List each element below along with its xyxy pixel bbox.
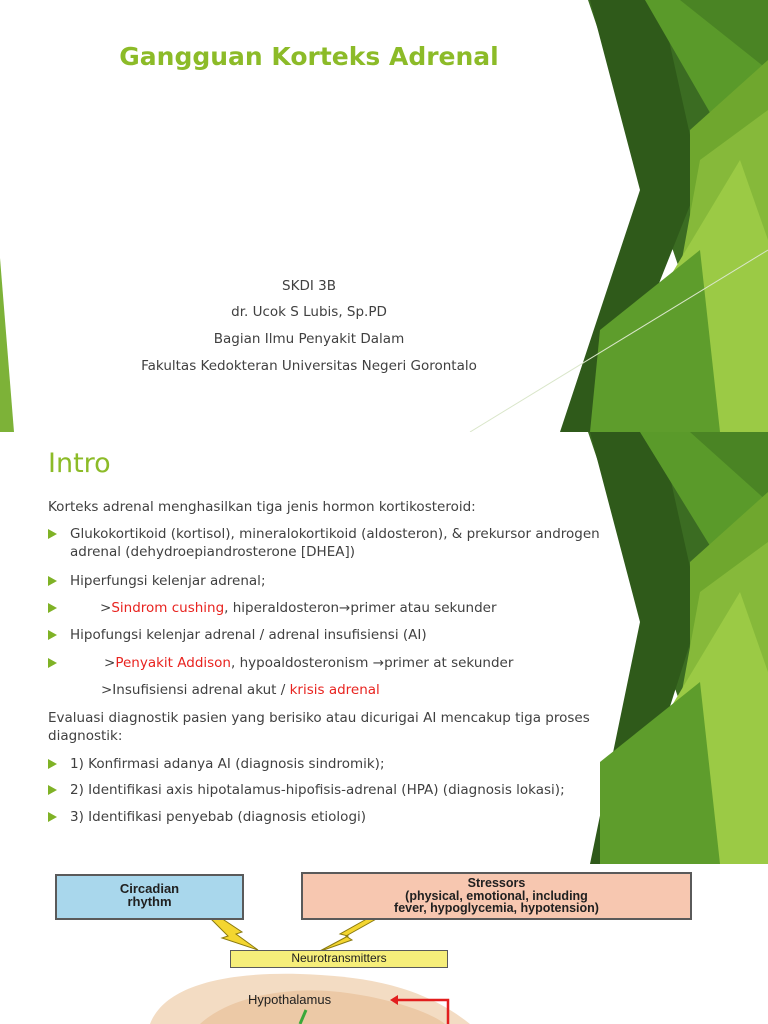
faculty: Fakultas Kedokteran Universitas Negeri Gorontalo xyxy=(141,358,477,374)
bullet-arrow-icon xyxy=(48,603,57,613)
list-item: >Sindrom cushing, hiperaldosteron→primer atau sekunder xyxy=(48,599,608,617)
intro-paragraph: Korteks adrenal menghasilkan tiga jenis hormon kortikosteroid: xyxy=(48,499,476,515)
list-item: Hiperfungsi kelenjar adrenal; xyxy=(48,572,608,590)
bullet-arrow-icon xyxy=(48,576,57,586)
bullet-arrow-icon xyxy=(48,529,57,539)
intro-slide xyxy=(0,432,768,864)
skdi-label: SKDI 3B xyxy=(282,278,336,294)
arrow-icon: → xyxy=(372,655,385,671)
arrow-icon: → xyxy=(339,600,351,616)
hypothalamus-label: Hypothalamus xyxy=(248,992,332,1007)
list-item: Glukokortikoid (kortisol), mineralokortikoid (aldosteron), & prekursor androgen adrenal (dehydroepiandrosterone [DHEA]) xyxy=(48,525,608,561)
circadian-rhythm-box: Circadian rhythm xyxy=(55,874,244,920)
bullet-arrow-icon xyxy=(48,785,57,795)
bullet-arrow-icon xyxy=(48,759,57,769)
slide-heading: Intro xyxy=(48,448,111,479)
stressors-body: (physical, emotional, including fever, hypoglycemia, hypotension) xyxy=(394,888,599,915)
bullet-arrow-icon xyxy=(48,630,57,640)
slide-title: Gangguan Korteks Adrenal xyxy=(119,42,499,71)
bullet-arrow-icon xyxy=(48,812,57,822)
list-item: 2) Identifikasi axis hipotalamus-hipofisis-adrenal (HPA) (diagnosis lokasi); xyxy=(48,781,608,799)
author-name: dr. Ucok S Lubis, Sp.PD xyxy=(231,304,387,320)
title-slide xyxy=(0,0,768,432)
evaluation-paragraph: Evaluasi diagnostik pasien yang berisiko atau dicurigai AI mencakup tiga proses diagnostik: xyxy=(48,710,590,744)
neurotransmitters-box: Neurotransmitters xyxy=(230,950,448,968)
bullet-arrow-icon xyxy=(48,658,57,668)
stressors-box xyxy=(301,872,692,920)
green-decoration xyxy=(0,432,768,864)
highlighted-term: Sindrom cushing xyxy=(111,600,225,616)
stressors-title: Stressors xyxy=(467,876,526,890)
highlighted-term: krisis adrenal xyxy=(289,682,380,698)
list-item: 3) Identifikasi penyebab (diagnosis etiologi) xyxy=(48,808,608,826)
highlighted-term: Penyakit Addison xyxy=(115,655,231,671)
list-item: Hipofungsi kelenjar adrenal / adrenal insufisiensi (AI) xyxy=(48,626,608,644)
department: Bagian Ilmu Penyakit Dalam xyxy=(213,331,405,347)
hpa-diagram-slide xyxy=(0,864,768,1024)
list-item: 1) Konfirmasi adanya AI (diagnosis sindromik); xyxy=(48,755,608,773)
sub-item: >Insufisiensi adrenal akut / krisis adrenal xyxy=(101,682,380,698)
list-item: >Penyakit Addison, hypoaldosteronism →primer at sekunder xyxy=(48,654,608,672)
